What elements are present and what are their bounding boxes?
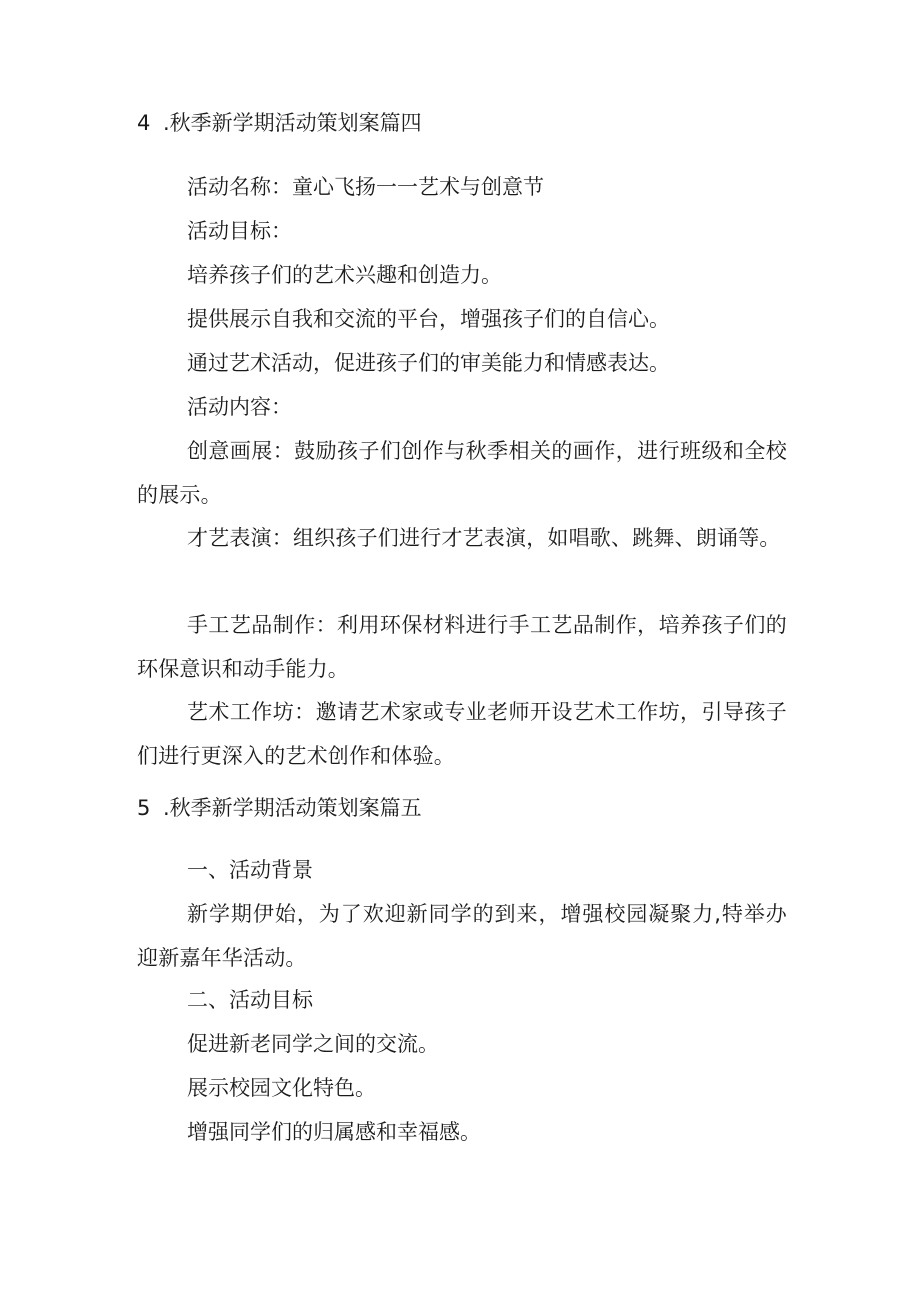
goal-item: 通过艺术活动，促进孩子们的审美能力和情感表达。 xyxy=(187,351,670,375)
section-4-number: 4 xyxy=(137,111,151,135)
content-item: 艺术工作坊：邀请艺术家或专业老师开设艺术工作坊，引导孩子们进行更深入的艺术创作和体验。 xyxy=(137,700,787,768)
content-label: 活动内容： xyxy=(187,395,292,419)
content-item: 手工艺品制作：利用环保材料进行手工艺品制作，培养孩子们的环保意识和动手能力。 xyxy=(137,613,787,681)
content-item: 创意画展：鼓励孩子们创作与秋季相关的画作，进行班级和全校的展示。 xyxy=(137,439,787,507)
background-text: 新学期伊始，为了欢迎新同学的到来，增强校园凝聚力,特举办迎新嘉年华活动。 xyxy=(137,902,787,970)
goal-item: 增强同学们的归属感和幸福感。 xyxy=(187,1120,481,1144)
section-5-heading xyxy=(137,793,422,823)
goal-item: 展示校园文化特色。 xyxy=(187,1076,376,1100)
content-item: 才艺表演：组织孩子们进行才艺表演，如唱歌、跳舞、朗诵等。 xyxy=(187,526,781,550)
background-label: 一、活动背景 xyxy=(187,858,313,882)
goal-item: 培养孩子们的艺术兴趣和创造力。 xyxy=(187,263,502,287)
goal-label: 二、活动目标 xyxy=(187,988,313,1012)
goal-item: 提供展示自我和交流的平台，增强孩子们的自信心。 xyxy=(187,307,670,331)
section-5-number: 5 xyxy=(137,796,151,820)
section-4-title: .秋季新学期活动策划案篇四 xyxy=(163,111,422,135)
goal-label: 活动目标： xyxy=(187,219,292,243)
section-4-heading xyxy=(137,108,422,138)
section-5-title: .秋季新学期活动策划案篇五 xyxy=(163,796,422,820)
activity-name: 活动名称：童心飞扬一一艺术与创意节 xyxy=(187,175,544,199)
goal-item: 促进新老同学之间的交流。 xyxy=(187,1032,439,1056)
